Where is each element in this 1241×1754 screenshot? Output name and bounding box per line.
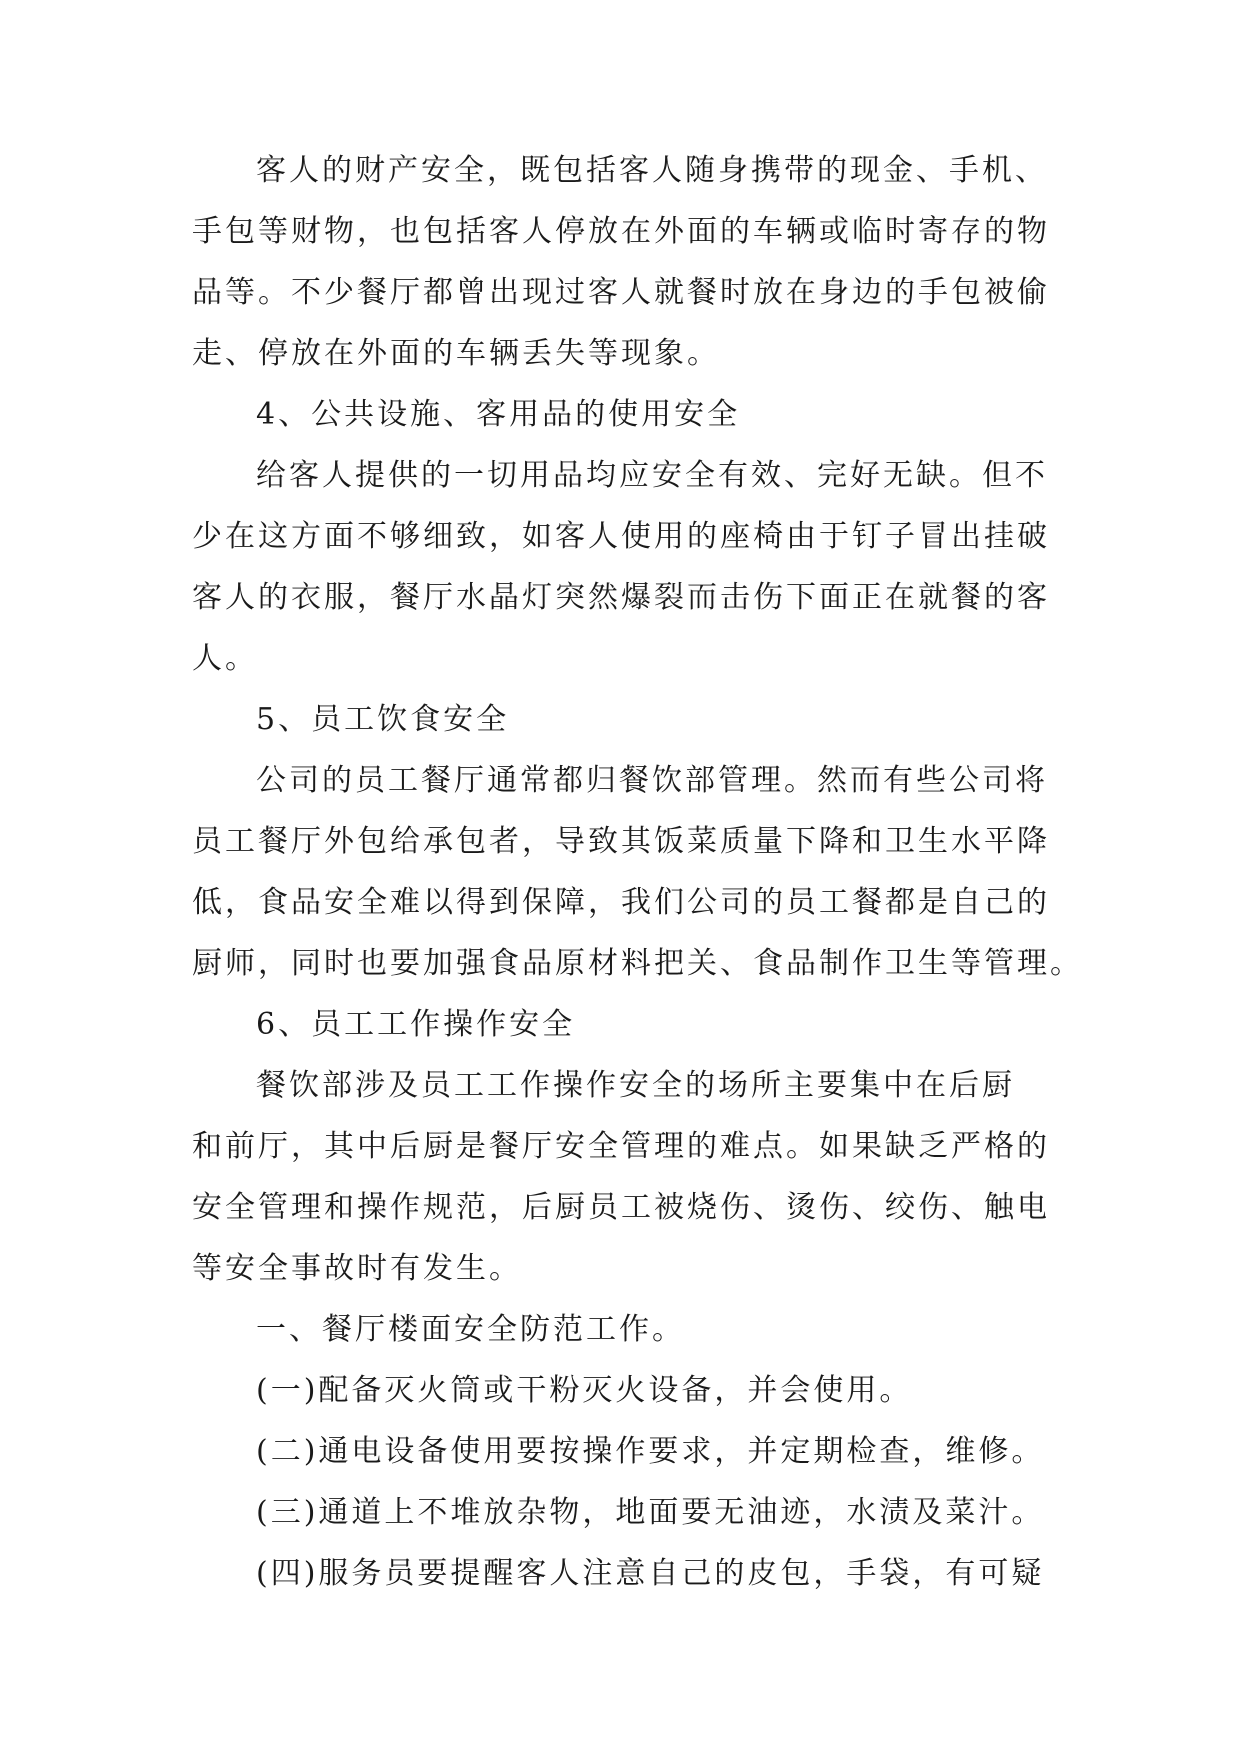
paragraph-line: 人。 <box>192 641 258 676</box>
paragraph-line: 厨师，同时也要加强食品原材料把关、食品制作卫生等管理。 <box>192 946 1083 981</box>
paragraph-line: 少在这方面不够细致，如客人使用的座椅由于钉子冒出挂破 <box>192 519 1050 554</box>
paragraph-line: 品等。不少餐厅都曾出现过客人就餐时放在身边的手包被偷 <box>192 275 1050 310</box>
list-item: (三)通道上不堆放杂物，地面要无油迹，水渍及菜汁。 <box>256 1495 1045 1530</box>
section-heading: 一、餐厅楼面安全防范工作。 <box>256 1312 685 1347</box>
document-body <box>192 140 1083 1604</box>
list-item: (四)服务员要提醒客人注意自己的皮包，手袋，有可疑 <box>256 1556 1045 1591</box>
paragraph-line: 安全管理和操作规范，后厨员工被烧伤、烫伤、绞伤、触电 <box>192 1190 1050 1225</box>
paragraph-line: 手包等财物，也包括客人停放在外面的车辆或临时寄存的物 <box>192 214 1050 249</box>
paragraph-line: 低，食品安全难以得到保障，我们公司的员工餐都是自己的 <box>192 885 1050 920</box>
section-heading: 4、公共设施、客用品的使用安全 <box>256 397 741 432</box>
section-heading: 5、员工饮食安全 <box>256 702 510 737</box>
paragraph-line: 客人的财产安全，既包括客人随身携带的现金、手机、 <box>256 153 1048 188</box>
list-item: (一)配备灭火筒或干粉灭火设备，并会使用。 <box>256 1373 913 1408</box>
paragraph-line: 员工餐厅外包给承包者，导致其饭菜质量下降和卫生水平降 <box>192 824 1050 859</box>
paragraph-line: 等安全事故时有发生。 <box>192 1251 522 1286</box>
paragraph-line: 走、停放在外面的车辆丢失等现象。 <box>192 336 720 371</box>
section-heading: 6、员工工作操作安全 <box>256 1007 576 1042</box>
paragraph-line: 客人的衣服，餐厅水晶灯突然爆裂而击伤下面正在就餐的客 <box>192 580 1050 615</box>
paragraph-line: 餐饮部涉及员工工作操作安全的场所主要集中在后厨 <box>256 1068 1015 1103</box>
paragraph-line: 给客人提供的一切用品均应安全有效、完好无缺。但不 <box>256 458 1048 493</box>
paragraph-line: 公司的员工餐厅通常都归餐饮部管理。然而有些公司将 <box>256 763 1048 798</box>
list-item: (二)通电设备使用要按操作要求，并定期检查，维修。 <box>256 1434 1045 1469</box>
paragraph-line: 和前厅，其中后厨是餐厅安全管理的难点。如果缺乏严格的 <box>192 1129 1050 1164</box>
